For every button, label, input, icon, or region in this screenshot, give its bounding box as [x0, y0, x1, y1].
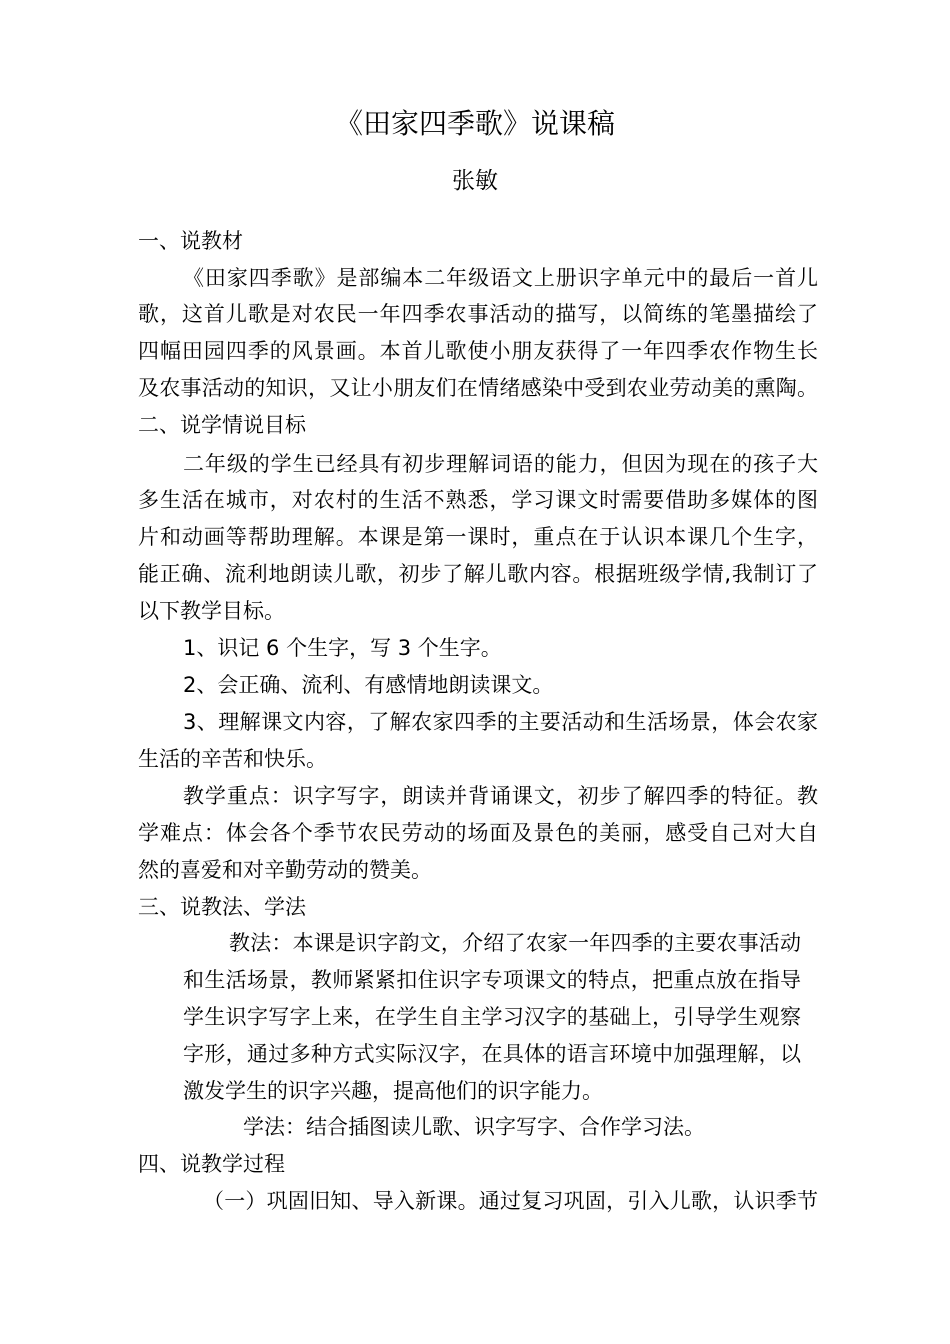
paragraph-line: 多生活在城市，对农村的生活不熟悉，学习课文时需要借助多媒体的图: [138, 488, 818, 512]
section-heading-learning-goals: 二、说学情说目标: [138, 413, 306, 437]
goal-item-continued: 生活的辛苦和快乐。: [138, 747, 327, 771]
paragraph-line: 二年级的学生已经具有初步理解词语的能力，但因为现在的孩子大: [183, 452, 818, 476]
goal-item: 2、会正确、流利、有感情地朗读课文。: [183, 673, 554, 697]
section-heading-methods: 三、说教法、学法: [138, 895, 306, 919]
paragraph-line: 学生识字写字上来，在学生自主学习汉字的基础上，引导学生观察: [183, 1005, 801, 1029]
goal-item: 3、理解课文内容，了解农家四季的主要活动和生活场景，体会农家: [183, 710, 818, 734]
paragraph-line: 《田家四季歌》是部编本二年级语文上册识字单元中的最后一首儿: [183, 266, 818, 290]
document-title: 《田家四季歌》说课稿: [334, 107, 615, 140]
paragraph-line: 及农事活动的知识，又让小朋友们在情绪感染中受到农业劳动美的熏陶。: [138, 376, 818, 400]
section-heading-process: 四、说教学过程: [138, 1152, 285, 1176]
paragraph-line: 片和动画等帮助理解。本课是第一课时，重点在于认识本课几个生字，: [138, 525, 818, 549]
paragraph-line: （一）巩固旧知、导入新课。通过复习巩固，引入儿歌，认识季节: [203, 1189, 818, 1213]
paragraph-line: 歌，这首儿歌是对农民一年四季农事活动的描写，以简练的笔墨描绘了: [138, 302, 818, 326]
paragraph-line: 以下教学目标。: [138, 599, 285, 623]
paragraph-line: 和生活场景，教师紧紧扣住识字专项课文的特点，把重点放在指导: [183, 968, 801, 992]
study-methods-line: 学法：结合插图读儿歌、识字写字、合作学习法。: [243, 1115, 705, 1139]
key-points-line: 教学重点：识字写字，朗读并背诵课文，初步了解四季的特征。教: [183, 784, 818, 808]
key-points-line: 学难点：体会各个季节农民劳动的场面及景色的美丽，感受自己对大自: [138, 821, 818, 845]
section-heading-textbook: 一、说教材: [138, 229, 243, 253]
paragraph-line: 能正确、流利地朗读儿歌，初步了解儿歌内容。根据班级学情,我制订了: [138, 562, 818, 586]
goal-item: 1、识记 6 个生字，写 3 个生字。: [183, 636, 502, 660]
paragraph-line: 激发学生的识字兴趣，提高他们的识字能力。: [183, 1079, 603, 1103]
key-points-line: 然的喜爱和对辛勤劳动的赞美。: [138, 858, 432, 882]
paragraph-line: 字形，通过多种方式实际汉字，在具体的语言环境中加强理解，以: [183, 1042, 801, 1066]
document-author: 张敏: [452, 168, 498, 194]
paragraph-line: 教法：本课是识字韵文，介绍了农家一年四季的主要农事活动: [229, 931, 801, 955]
paragraph-line: 四幅田园四季的风景画。本首儿歌使小朋友获得了一年四季农作物生长: [138, 339, 818, 363]
